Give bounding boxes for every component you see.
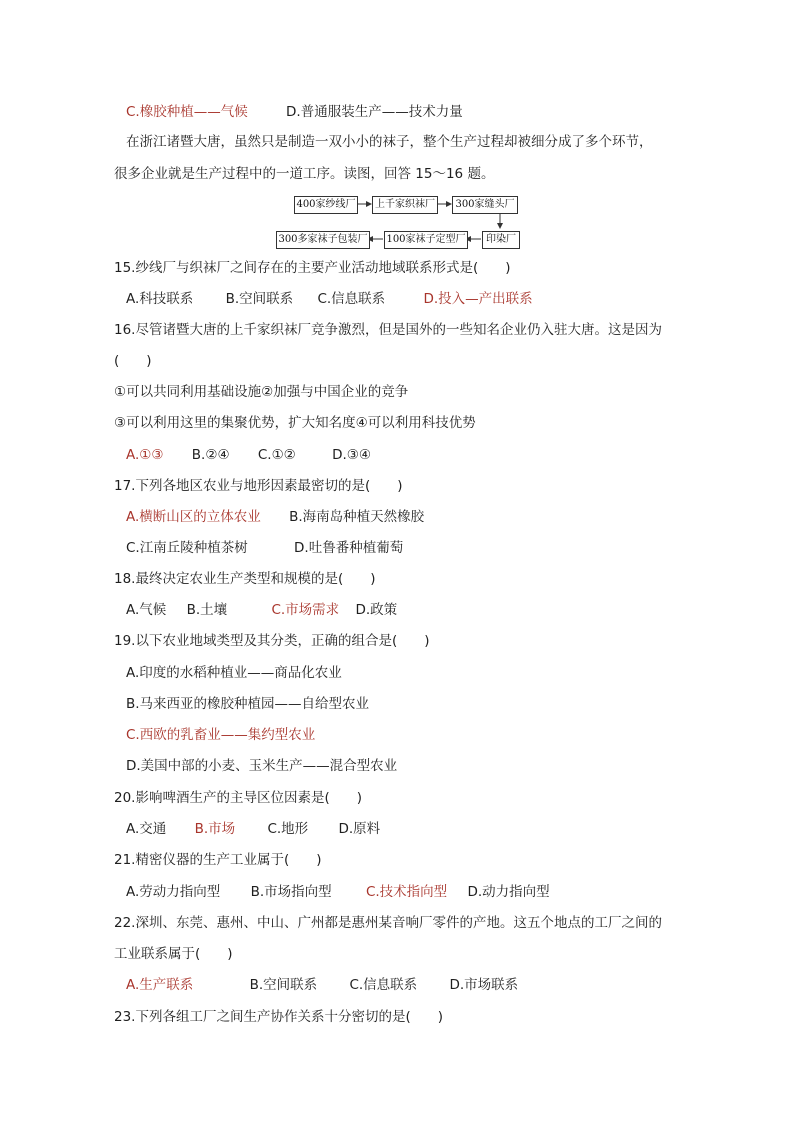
production-flow-diagram	[270, 192, 530, 252]
question-21-options	[126, 882, 550, 902]
option-b: B.空间联系	[225, 291, 294, 307]
question-16-statement-1: ①可以共同利用基础设施②加强与中国企业的竞争	[114, 384, 409, 400]
question-15-stem: 15.纱线厂与织袜厂之间存在的主要产业活动地域联系形式是( )	[114, 260, 511, 276]
prev-question-options	[126, 102, 463, 122]
option-b: B.空间联系	[249, 977, 318, 993]
question-18-stem: 18.最终决定农业生产类型和规模的是( )	[114, 571, 376, 587]
option-b: B.市场指向型	[250, 884, 332, 900]
question-19-option-d: D.美国中部的小麦、玉米生产——混合型农业	[126, 758, 398, 774]
option-c: C.橡胶种植——气候	[126, 104, 248, 120]
question-16-statement-2: ③可以利用这里的集聚优势，扩大知名度④可以利用科技优势	[114, 415, 476, 431]
option-a: A.横断山区的立体农业	[126, 509, 261, 525]
question-17-options-row-2	[126, 538, 403, 558]
question-22-options	[126, 975, 518, 995]
question-22-stem: 22.深圳、东莞、惠州、中山、广州都是惠州某音响厂零件的产地。这五个地点的工厂之间的	[114, 915, 662, 931]
option-d: D.吐鲁番种植葡萄	[294, 540, 404, 556]
option-d: D.市场联系	[449, 977, 519, 993]
option-a: A.劳动力指向型	[126, 884, 221, 900]
option-d: D.投入—产出联系	[423, 291, 533, 307]
option-c: C.信息联系	[317, 291, 386, 307]
option-c: C.信息联系	[349, 977, 418, 993]
option-a: A.生产联系	[126, 977, 194, 993]
option-d: D.原料	[338, 821, 381, 837]
option-a: A.科技联系	[126, 291, 194, 307]
toe-sewing-factory-box: 300家缝头厂	[452, 196, 518, 214]
question-17-stem: 17.下列各地区农业与地形因素最密切的是( )	[114, 478, 403, 494]
question-16-stem-cont: ( )	[114, 353, 152, 369]
question-23-stem: 23.下列各组工厂之间生产协作关系十分密切的是( )	[114, 1009, 444, 1025]
option-b: B.海南岛种植天然橡胶	[289, 509, 425, 525]
option-d: D.③④	[332, 447, 371, 463]
question-19-stem: 19.以下农业地域类型及其分类，正确的组合是( )	[114, 633, 430, 649]
option-c: C.①②	[257, 447, 296, 463]
question-16-stem: 16.尽管诸暨大唐的上千家织袜厂竞争激烈，但是国外的一些知名企业仍入驻大唐。这是因为	[114, 322, 662, 338]
question-19-option-c: C.西欧的乳畜业——集约型农业	[126, 727, 316, 743]
option-c: C.技术指向型	[365, 884, 448, 900]
option-d: D.普通服装生产——技术力量	[286, 104, 463, 120]
sock-packaging-factory-box: 300多家袜子包装厂	[276, 231, 370, 249]
sock-shaping-factory-box: 100家袜子定型厂	[384, 231, 468, 249]
question-15-options	[126, 289, 533, 309]
passage-line-2: 很多企业就是生产过程中的一道工序。读图，回答 15～16 题。	[114, 166, 495, 182]
option-b: B.土壤	[186, 602, 228, 618]
option-d: D.动力指向型	[467, 884, 550, 900]
question-21-stem: 21.精密仪器的生产工业属于( )	[114, 852, 322, 868]
option-c: C.地形	[267, 821, 309, 837]
option-a: A.交通	[126, 821, 167, 837]
question-17-options-row-1	[126, 507, 424, 527]
option-d: D.政策	[355, 602, 398, 618]
dyeing-factory-box: 印染厂	[482, 231, 520, 249]
option-a: A.气候	[126, 602, 167, 618]
question-19-option-b: B.马来西亚的橡胶种植园——自给型农业	[126, 696, 370, 712]
yarn-factory-box: 400家纱线厂	[294, 196, 358, 214]
question-19-option-a: A.印度的水稻种植业——商品化农业	[126, 665, 342, 681]
question-22-stem-cont: 工业联系属于( )	[114, 946, 233, 962]
question-20-options	[126, 819, 380, 839]
question-20-stem: 20.影响啤酒生产的主导区位因素是( )	[114, 790, 363, 806]
question-18-options	[126, 600, 397, 620]
option-b: B.市场	[194, 821, 236, 837]
option-a: A.①③	[126, 447, 164, 463]
sock-weaving-factory-box: 上千家织袜厂	[372, 196, 438, 214]
option-b: B.②④	[191, 447, 230, 463]
passage-line-1: 在浙江诸暨大唐，虽然只是制造一双小小的袜子，整个生产过程却被细分成了多个环节，	[126, 134, 653, 150]
option-c: C.江南丘陵种植茶树	[126, 540, 248, 556]
question-16-options	[126, 445, 371, 465]
option-c: C.市场需求	[271, 602, 340, 618]
